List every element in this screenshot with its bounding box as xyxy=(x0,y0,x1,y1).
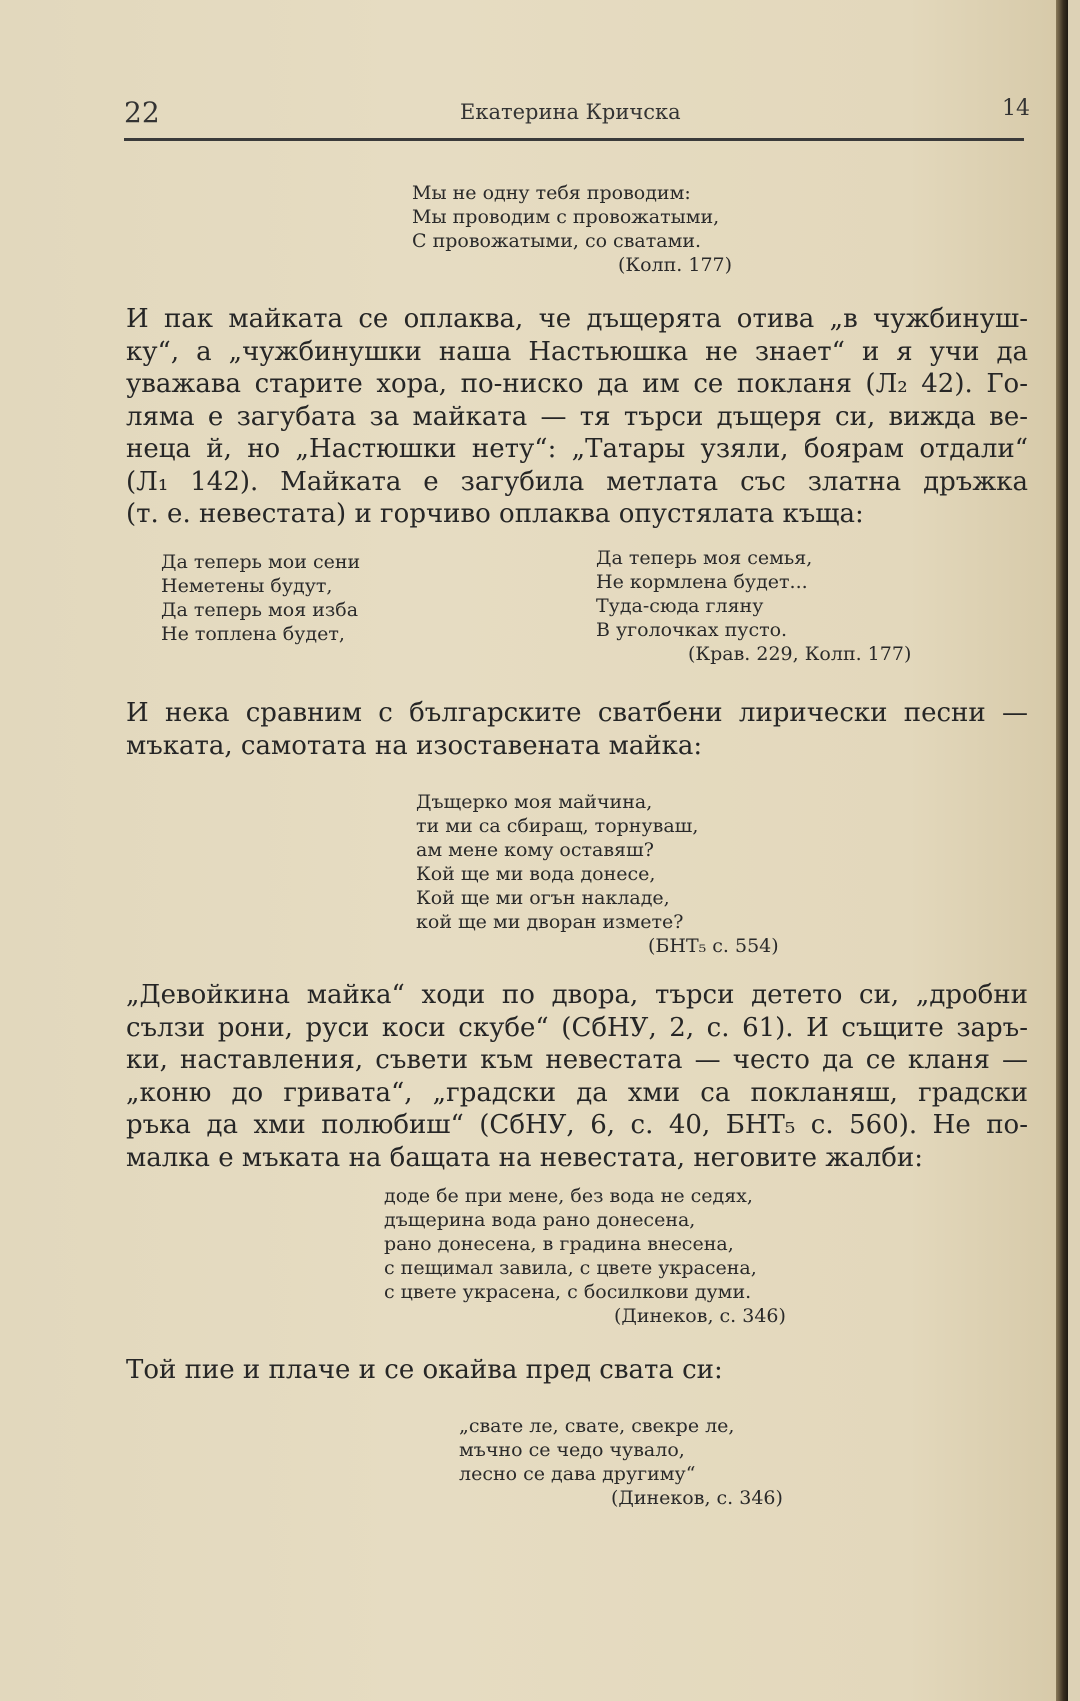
verse-line: Кой ще ми огън накладе, xyxy=(416,887,670,909)
verse-line: кой ще ми дворан измете? xyxy=(416,911,684,933)
paragraph-2 xyxy=(126,697,1028,762)
verse-quote-5 xyxy=(459,1414,839,1510)
verse-line: лесно се дава другиму“ xyxy=(459,1463,696,1485)
verse-quote-2-left xyxy=(161,550,481,646)
verse-citation: (Динеков, с. 346) xyxy=(614,1305,786,1327)
verse-line: Не кормлена будет... xyxy=(596,571,808,593)
paragraph-line: неца й, но „Настюшки нету“: „Татары узяли, боярам отдали“ xyxy=(126,434,1028,464)
verse-quote-3 xyxy=(416,790,816,958)
header-rule xyxy=(124,138,1024,141)
paragraph-line: ку“, а „чужбинушки наша Настьюшка не знает“ и я учи да xyxy=(126,336,1028,367)
verse-line: С провожатыми, со сватами. xyxy=(412,230,702,252)
running-title: Екатерина Кричска xyxy=(460,100,681,124)
verse-line: Да теперь мои сени xyxy=(161,551,361,573)
verse-line: Неметены будут, xyxy=(161,575,333,597)
paragraph-line: сълзи рони, руси коси скубе“ (СбНУ, 2, с. 61). И същите заръ- xyxy=(126,1012,1028,1043)
paragraph-line: ляма е загубата за майката — тя търси дъщеря си, вижда ве- xyxy=(126,401,1028,432)
verse-line: Да теперь моя семья, xyxy=(596,547,813,569)
verse-line: Кой ще ми вода донесе, xyxy=(416,863,656,885)
paragraph-4 xyxy=(126,1354,1028,1387)
page-header xyxy=(124,96,1030,136)
paragraph-line: (т. е. невестата) и горчиво оплаква опустялата къща: xyxy=(126,499,864,529)
paragraph-line: „Девойкина майка“ ходи по двора, търси детето си, „дробни xyxy=(126,980,1028,1010)
paragraph-line: И нека сравним с българските сватбени лирически песни — xyxy=(126,698,1028,728)
paragraph-line: Той пие и плаче и се окайва пред свата си: xyxy=(126,1355,723,1385)
paragraph-line: уважава старите хора, по-ниско да им се покланя (Л₂ 42). Го- xyxy=(126,369,1028,399)
verse-line: В уголочках пусто. xyxy=(596,619,788,641)
book-spine-edge xyxy=(1056,0,1068,1701)
verse-line: мъчно се чедо чувало, xyxy=(459,1439,685,1461)
paragraph-line: ръка да хми полюбиш“ (СбНУ, 6, с. 40, БНТ₅ с. 560). Не по- xyxy=(126,1110,1028,1140)
verse-line: дъщерина вода рано донесена, xyxy=(384,1209,696,1231)
verse-line: с пещимал завила, с цвете украсена, xyxy=(384,1257,757,1279)
paragraph-1 xyxy=(126,303,1028,531)
verse-line: Мы проводим с провожатыми, xyxy=(412,206,720,228)
verse-line: Туда-сюда гляну xyxy=(596,595,764,617)
verse-line: ам мене кому оставяш? xyxy=(416,839,654,861)
verse-line: рано донесена, в градина внесена, xyxy=(384,1233,734,1255)
verse-line: Дъщерко моя майчина, xyxy=(416,791,653,813)
verse-line: Мы не одну тебя проводим: xyxy=(412,182,691,204)
verse-citation: (Крав. 229, Колп. 177) xyxy=(688,643,912,665)
verse-citation: (Динеков, с. 346) xyxy=(611,1487,783,1509)
paragraph-line: ки, наставления, съвети към невестата — често да се кланя — xyxy=(126,1045,1028,1075)
page-number: 22 xyxy=(124,96,160,129)
section-number: 14 xyxy=(1002,96,1030,121)
verse-quote-1 xyxy=(412,181,752,277)
verse-line: ти ми са сбиращ, торнуваш, xyxy=(416,815,699,837)
paragraph-line: „коню до гривата“, „градски да хми са покланяш, градски xyxy=(126,1077,1028,1108)
paragraph-line: И пак майката се оплаква, че дъщерята отива „в чужбинуш- xyxy=(126,304,1028,334)
verse-line: „свате ле, свате, свекре ле, xyxy=(459,1415,735,1437)
paragraph-3 xyxy=(126,979,1028,1174)
verse-quote-4 xyxy=(384,1184,824,1328)
paragraph-line: малка е мъката на бащата на невестата, неговите жалби: xyxy=(126,1142,924,1173)
paragraph-line: (Л₁ 142). Майката е загубила метлата със златна дръжка xyxy=(126,466,1028,497)
verse-line: Не топлена будет, xyxy=(161,623,345,645)
paragraph-line: мъката, самотата на изоставената майка: xyxy=(126,730,703,761)
verse-citation: (Колп. 177) xyxy=(618,254,733,276)
verse-line: с цвете украсена, с босилкови думи. xyxy=(384,1281,752,1303)
verse-citation: (БНТ₅ с. 554) xyxy=(648,935,779,957)
verse-quote-2-right xyxy=(596,546,956,666)
verse-line: доде бе при мене, без вода не седях, xyxy=(384,1185,753,1207)
verse-line: Да теперь моя изба xyxy=(161,599,359,621)
